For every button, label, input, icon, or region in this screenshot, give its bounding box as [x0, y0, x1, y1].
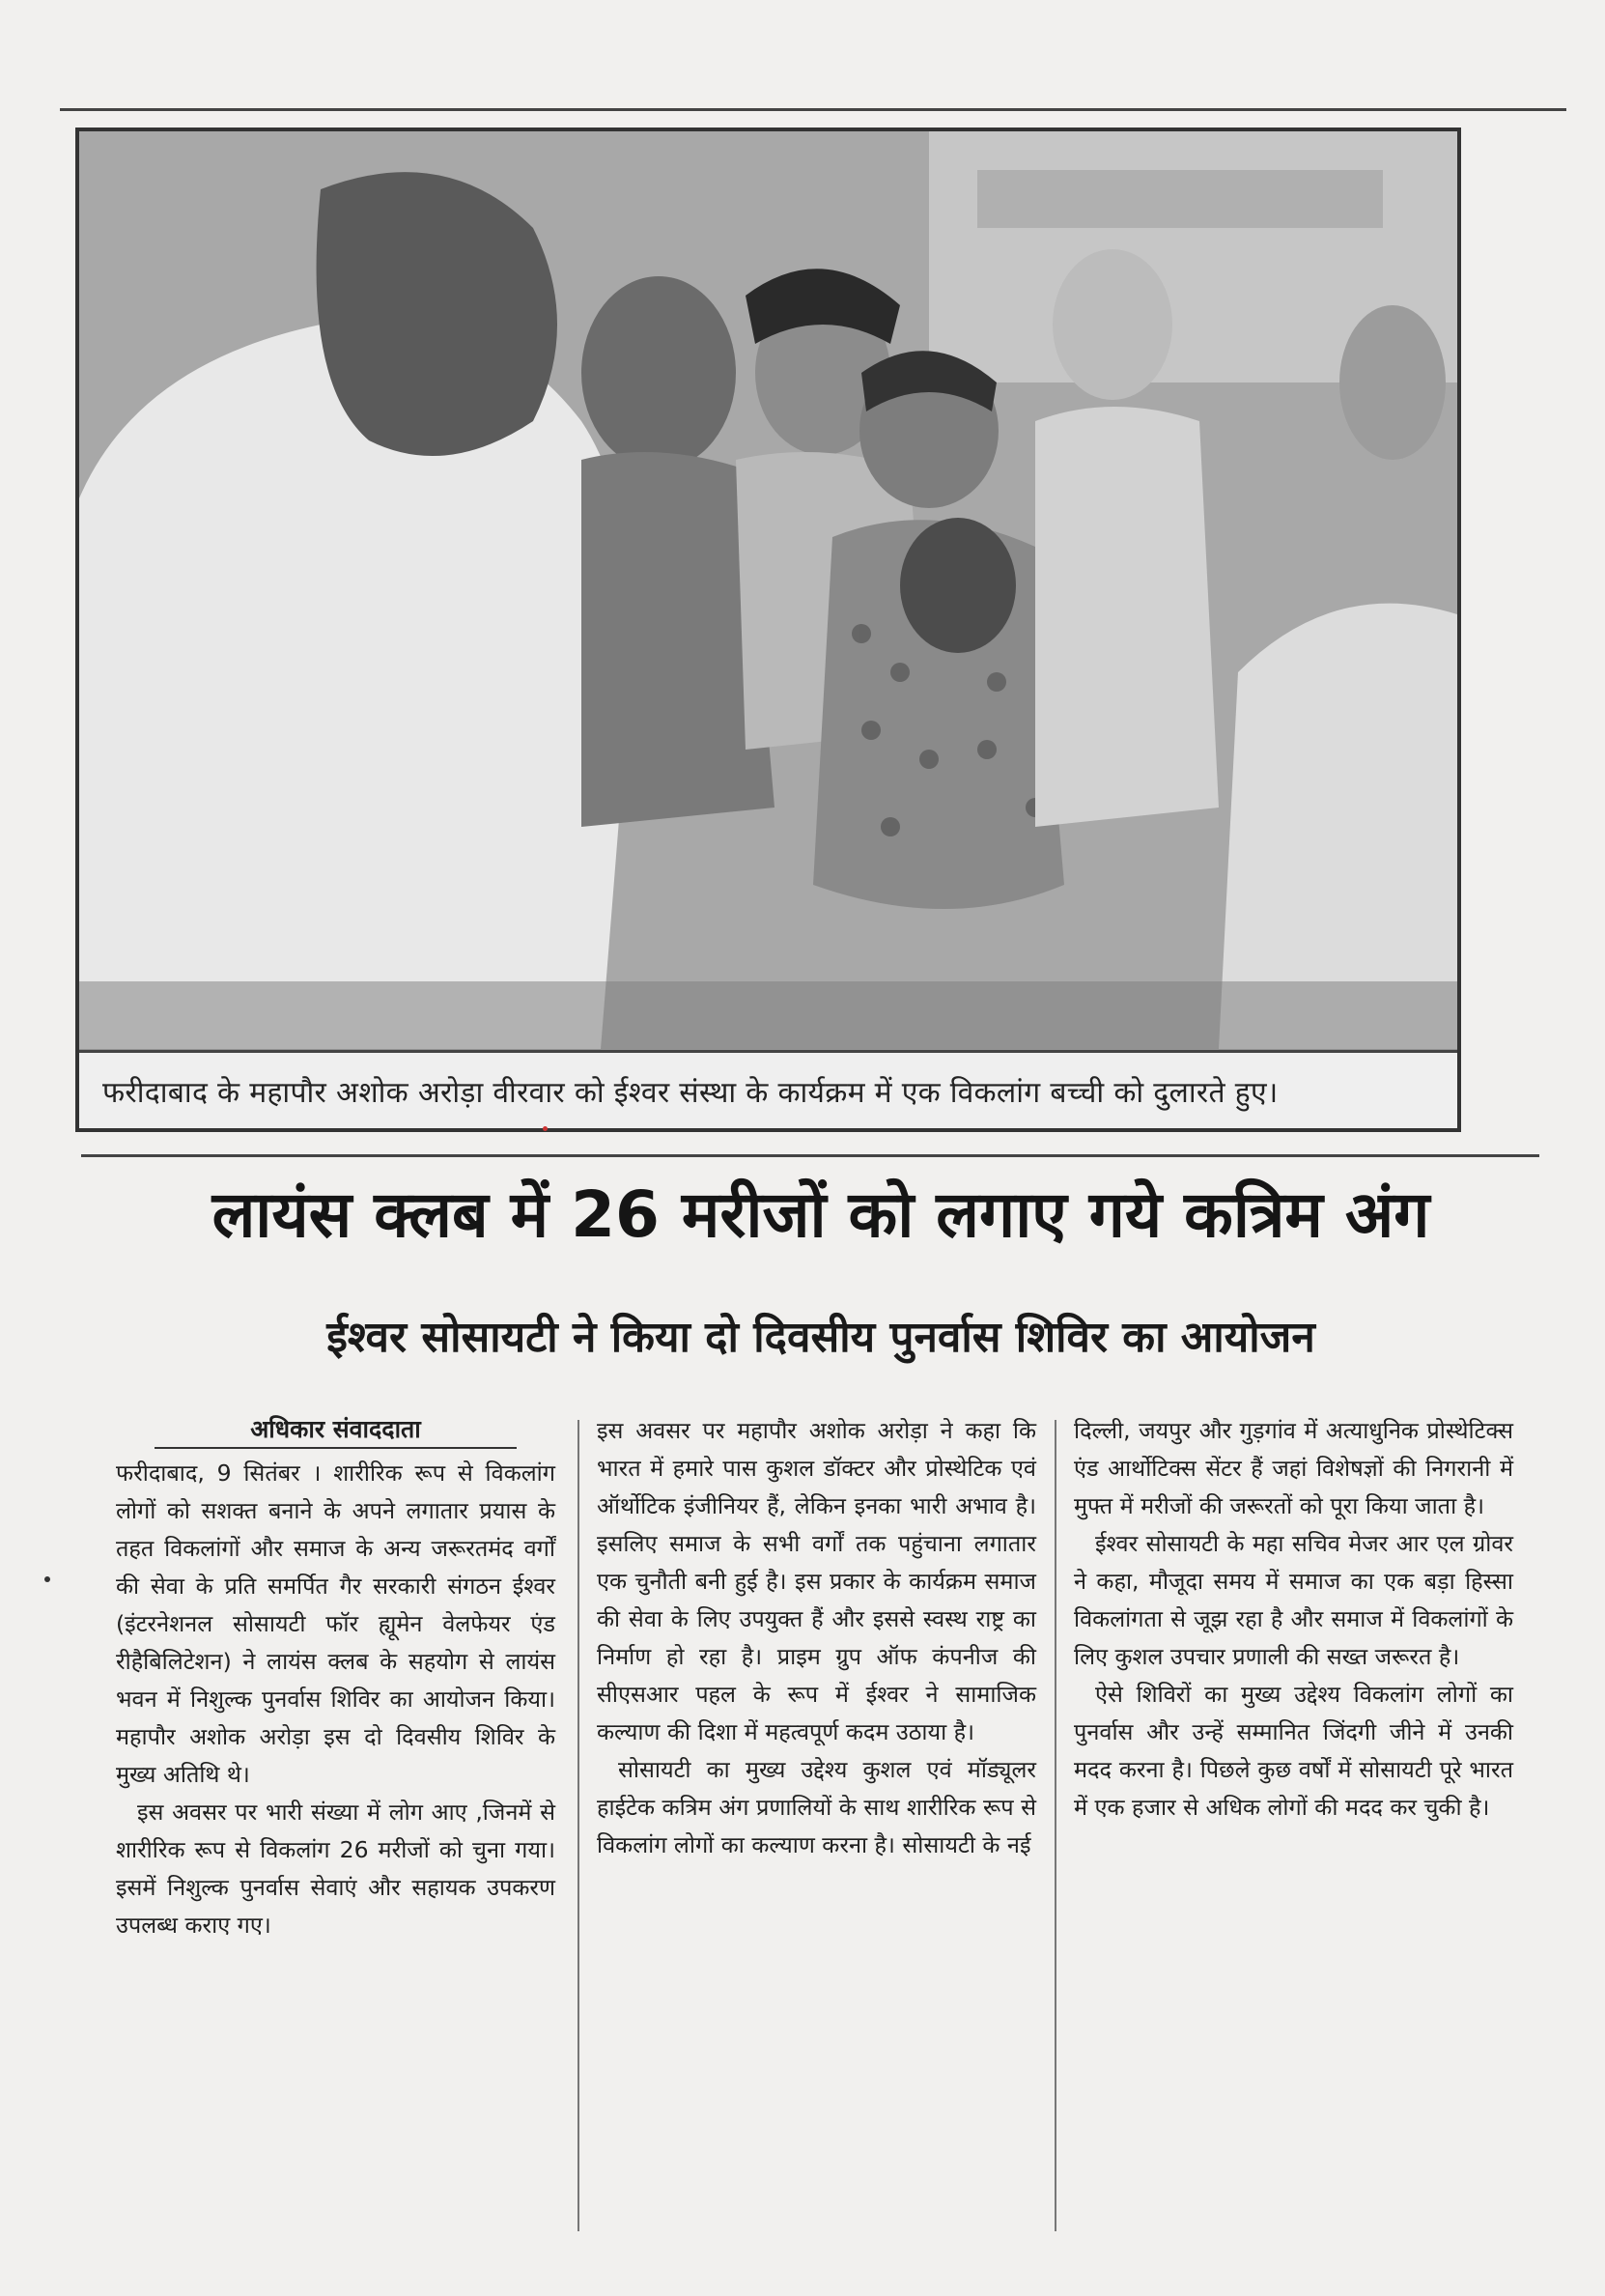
column-divider [1055, 1420, 1056, 2231]
top-rule [60, 108, 1566, 111]
column-divider [577, 1420, 579, 2231]
news-photo [75, 128, 1461, 1132]
photo-caption: फरीदाबाद के महापौर अशोक अरोड़ा वीरवार को ईश्वर संस्था के कार्यक्रम में एक विकलांग बच्ची को दुलारते हुए। [102, 1075, 1279, 1110]
headline: लायंस क्लब में 26 मरीजों को लगाए गये कत्रिम अंग [211, 1177, 1430, 1252]
byline: अधिकार संवाददाता [155, 1412, 517, 1449]
paragraph: इस अवसर पर भारी संख्या में लोग आए ,जिनमें से शारीरिक रूप से विकलांग 26 मरीजों को चुना गया। इसमें निशुल्क पुनर्वास सेवाएं और सहायक उपकरण उपलब्ध कराए गए। [116, 1799, 555, 1939]
print-speck-red [543, 1126, 548, 1131]
subheadline: ईश्वर सोसायटी ने किया दो दिवसीय पुनर्वास शिविर का आयोजन [326, 1313, 1315, 1362]
paragraph: फरीदाबाद, 9 सितंबर । शारीरिक रूप से विकलांग लोगों को सशक्त बनाने के अपने लगातार प्रयास के तहत विकलांगों और समाज के अन्य जरूरतमंद वर्गों की सेवा के प्रति समर्पित गैर सरकारी संगठन ईश्वर (इंटरनेशनल सोसायटी फॉर ह्यूमेन वेलफेयर एंड रीहैबिलिटेशन) ने लायंस क्लब के सहयोग से लायंस भवन में निशुल्क पुनर्वास शिविर का आयोजन किया। महापौर अशोक अरोड़ा इस दो दिवसीय शिविर के मुख्य अतिथि थे। [116, 1460, 555, 1788]
article-column-2 [597, 1412, 1036, 1864]
paragraph: इस अवसर पर महापौर अशोक अरोड़ा ने कहा कि भारत में हमारे पास कुशल डॉक्टर और प्रोस्थेटिक एवं ऑर्थोटिक इंजीनियर हैं, लेकिन इनका भारी अभाव है। इसलिए समाज के सभी वर्गों तक पहुंचाना लगातार एक चुनौती बनी हुई है। इस प्रकार के कार्यक्रम समाज की सेवा के लिए उपयुक्त हैं और इससे स्वस्थ राष्ट्र का निर्माण हो रहा है। प्राइम ग्रुप ऑफ कंपनीज की सीएसआर पहल के रूप में ईश्वर ने सामाजिक कल्याण की दिशा में महत्वपूर्ण कदम उठाया है। [597, 1417, 1036, 1745]
section-rule [81, 1154, 1539, 1157]
paragraph: ऐसे शिविरों का मुख्य उद्देश्य विकलांग लोगों का पुनर्वास और उन्हें सम्मानित जिंदगी जीने में उनकी मदद करना है। पिछले कुछ वर्षों में सोसायटी पूरे भारत में एक हजार से अधिक लोगों की मदद कर चुकी है। [1074, 1681, 1513, 1821]
photo-illustration [79, 131, 1457, 1128]
paragraph: सोसायटी का मुख्य उद्देश्य कुशल एवं मॉड्यूलर हाईटेक कत्रिम अंग प्रणालियों के साथ शारीरिक रूप से विकलांग लोगों का कल्याण करना है। सोसायटी के नई [597, 1756, 1036, 1858]
print-speck [44, 1576, 50, 1582]
paragraph: दिल्ली, जयपुर और गुड़गांव में अत्याधुनिक प्रोस्थेटिक्स एंड आर्थोटिक्स सेंटर हैं जहां विशेषज्ञों की निगरानी में मुफ्त में मरीजों की जरूरतों को पूरा किया जाता है। [1074, 1417, 1513, 1519]
paragraph: ईश्वर सोसायटी के महा सचिव मेजर आर एल ग्रोवर ने कहा, मौजूदा समय में समाज का एक बड़ा हिस्सा विकलांगता से जूझ रहा है और समाज में विकलांगों के लिए कुशल उपचार प्रणाली की सख्त जरूरत है। [1074, 1530, 1513, 1670]
article-column-3 [1074, 1412, 1513, 1827]
photo-caption-strip [79, 1050, 1457, 1128]
article-column-1 [116, 1412, 555, 1944]
